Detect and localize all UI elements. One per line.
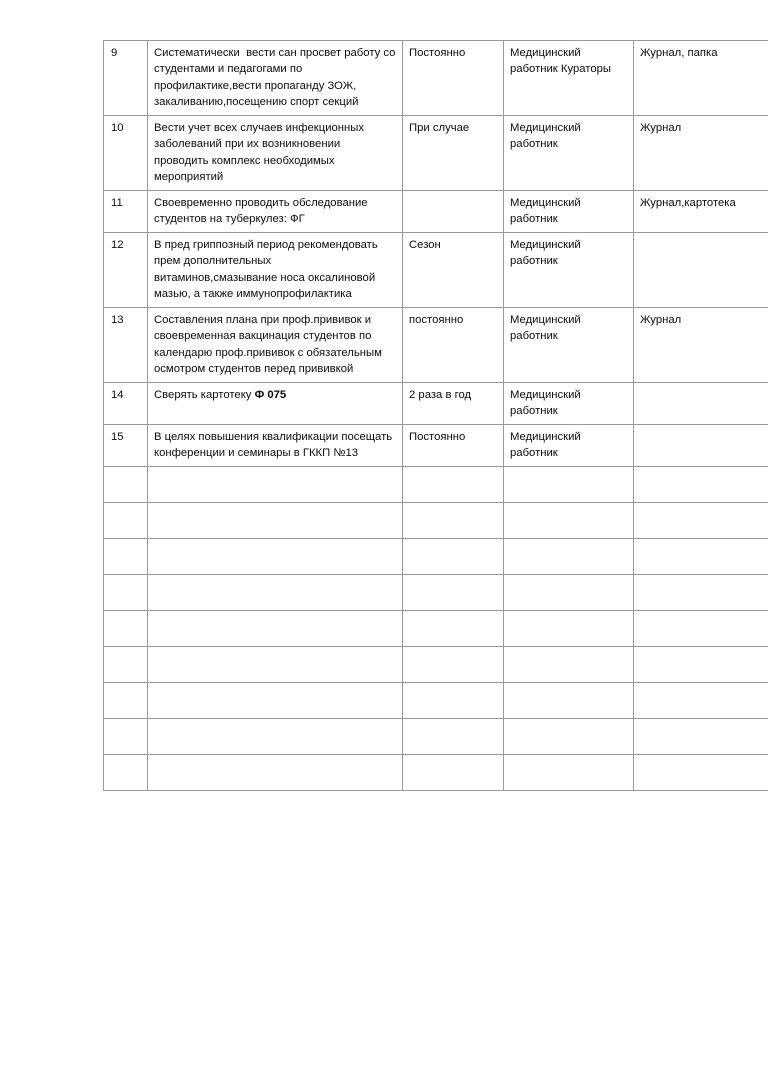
table-row-empty — [104, 682, 768, 718]
table-row-empty — [104, 466, 768, 502]
table-row-empty — [104, 502, 768, 538]
cell-document — [634, 574, 768, 610]
row-number: 15 — [111, 430, 124, 443]
cell-term — [403, 610, 504, 646]
cell-document — [634, 754, 768, 790]
responsible-text: Медицинский работник — [510, 196, 584, 226]
cell-term — [403, 754, 504, 790]
cell-document — [634, 538, 768, 574]
cell-document — [634, 41, 768, 116]
cell-task — [148, 424, 403, 466]
cell-document — [634, 190, 768, 232]
cell-document — [634, 382, 768, 424]
task-text-bold: Ф 075 — [254, 388, 287, 401]
cell-task — [148, 502, 403, 538]
term-text: Постоянно — [409, 430, 466, 443]
cell-responsible — [504, 502, 634, 538]
cell-responsible — [504, 190, 634, 232]
table-row — [104, 382, 768, 424]
activities-table — [103, 40, 768, 791]
cell-number — [104, 754, 148, 790]
cell-term — [403, 41, 504, 116]
cell-task — [148, 466, 403, 502]
cell-number — [104, 115, 148, 190]
cell-responsible — [504, 41, 634, 116]
cell-number — [104, 646, 148, 682]
cell-responsible — [504, 646, 634, 682]
cell-document — [634, 502, 768, 538]
table-body — [104, 41, 768, 791]
cell-task — [148, 232, 403, 307]
task-text: Составления плана при проф.прививок и своевременная вакцинация студентов по календарю проф.прививок с обязательным осмотром студентов перед прививкой — [154, 313, 386, 376]
responsible-text: Медицинский работник — [510, 313, 584, 343]
document-text: Журнал,картотека — [640, 196, 736, 209]
cell-term — [403, 115, 504, 190]
cell-responsible — [504, 307, 634, 382]
cell-number — [104, 682, 148, 718]
cell-task — [148, 646, 403, 682]
cell-term — [403, 232, 504, 307]
row-number: 13 — [111, 313, 124, 326]
term-text: постоянно — [409, 313, 464, 326]
row-number: 9 — [111, 47, 118, 59]
cell-number — [104, 424, 148, 466]
cell-responsible — [504, 232, 634, 307]
responsible-text: Медицинский работник — [510, 238, 584, 268]
cell-number — [104, 382, 148, 424]
task-text: Своевременно проводить обследование студентов на туберкулез: ФГ — [154, 196, 371, 226]
cell-document — [634, 718, 768, 754]
table-row — [104, 424, 768, 466]
table-row — [104, 232, 768, 307]
cell-task — [148, 190, 403, 232]
cell-number — [104, 538, 148, 574]
cell-task — [148, 115, 403, 190]
cell-number — [104, 574, 148, 610]
cell-number — [104, 718, 148, 754]
cell-responsible — [504, 382, 634, 424]
cell-responsible — [504, 682, 634, 718]
task-text: В целях повышения квалификации посещать конференции и семинары в ГККП №13 — [154, 430, 396, 460]
row-number: 12 — [111, 238, 124, 251]
table-row-empty — [104, 754, 768, 790]
table-row-empty — [104, 574, 768, 610]
cell-term — [403, 307, 504, 382]
row-number: 14 — [111, 388, 124, 401]
task-text: Вести учет всех случаев инфекционных заболеваний при их возникновении проводить комплекс необходимых мероприятий — [154, 121, 368, 184]
table-row — [104, 190, 768, 232]
cell-task — [148, 382, 403, 424]
cell-document — [634, 115, 768, 190]
responsible-text: Медицинский работник — [510, 121, 584, 151]
cell-term — [403, 646, 504, 682]
cell-responsible — [504, 610, 634, 646]
cell-task — [148, 538, 403, 574]
cell-number — [104, 232, 148, 307]
cell-term — [403, 538, 504, 574]
cell-document — [634, 466, 768, 502]
cell-task — [148, 574, 403, 610]
cell-number — [104, 610, 148, 646]
cell-responsible — [504, 424, 634, 466]
row-number: 11 — [111, 196, 123, 209]
cell-responsible — [504, 754, 634, 790]
cell-number — [104, 190, 148, 232]
cell-term — [403, 718, 504, 754]
cell-responsible — [504, 115, 634, 190]
cell-term — [403, 190, 504, 232]
cell-task — [148, 307, 403, 382]
cell-task — [148, 41, 403, 116]
cell-document — [634, 682, 768, 718]
cell-term — [403, 382, 504, 424]
cell-term — [403, 502, 504, 538]
cell-term — [403, 424, 504, 466]
cell-responsible — [504, 466, 634, 502]
cell-responsible — [504, 718, 634, 754]
cell-term — [403, 574, 504, 610]
cell-number — [104, 307, 148, 382]
cell-task — [148, 718, 403, 754]
table-row — [104, 115, 768, 190]
cell-responsible — [504, 574, 634, 610]
cell-term — [403, 682, 504, 718]
document-text: Журнал — [640, 121, 682, 134]
term-text: Сезон — [409, 238, 441, 251]
cell-number — [104, 502, 148, 538]
task-text: В пред гриппозный период рекомендовать прем дополнительных витаминов,смазывание носа оксалиновой мазью, а также иммунопрофилактика — [154, 238, 381, 301]
table-row-empty — [104, 718, 768, 754]
cell-document — [634, 307, 768, 382]
cell-responsible — [504, 538, 634, 574]
cell-document — [634, 424, 768, 466]
table-row-empty — [104, 538, 768, 574]
responsible-text: Медицинский работник — [510, 388, 584, 418]
table-row — [104, 41, 768, 116]
table-row — [104, 307, 768, 382]
table-row-empty — [104, 610, 768, 646]
cell-document — [634, 610, 768, 646]
cell-number — [104, 41, 148, 116]
cell-document — [634, 232, 768, 307]
cell-document — [634, 646, 768, 682]
task-text-plain: Сверять картотеку — [154, 388, 255, 401]
document-text: Журнал — [640, 313, 682, 326]
term-text: При случае — [409, 121, 470, 134]
row-number: 10 — [111, 121, 124, 134]
table-row-empty — [104, 646, 768, 682]
document-text: Журнал, папка — [640, 47, 718, 59]
responsible-text: Медицинский работник — [510, 430, 584, 460]
cell-number — [104, 466, 148, 502]
cell-task — [148, 682, 403, 718]
task-text: Систематически вести сан просвет работу со студентами и педагогами по профилактике,вести пропаганду ЗОЖ, закаливанию,посещению спорт секций — [154, 47, 399, 109]
term-text: Постоянно — [409, 47, 466, 59]
term-text: 2 раза в год — [409, 388, 472, 401]
cell-task — [148, 610, 403, 646]
responsible-text: Медицинский работник Кураторы — [510, 47, 612, 76]
cell-term — [403, 466, 504, 502]
cell-task — [148, 754, 403, 790]
